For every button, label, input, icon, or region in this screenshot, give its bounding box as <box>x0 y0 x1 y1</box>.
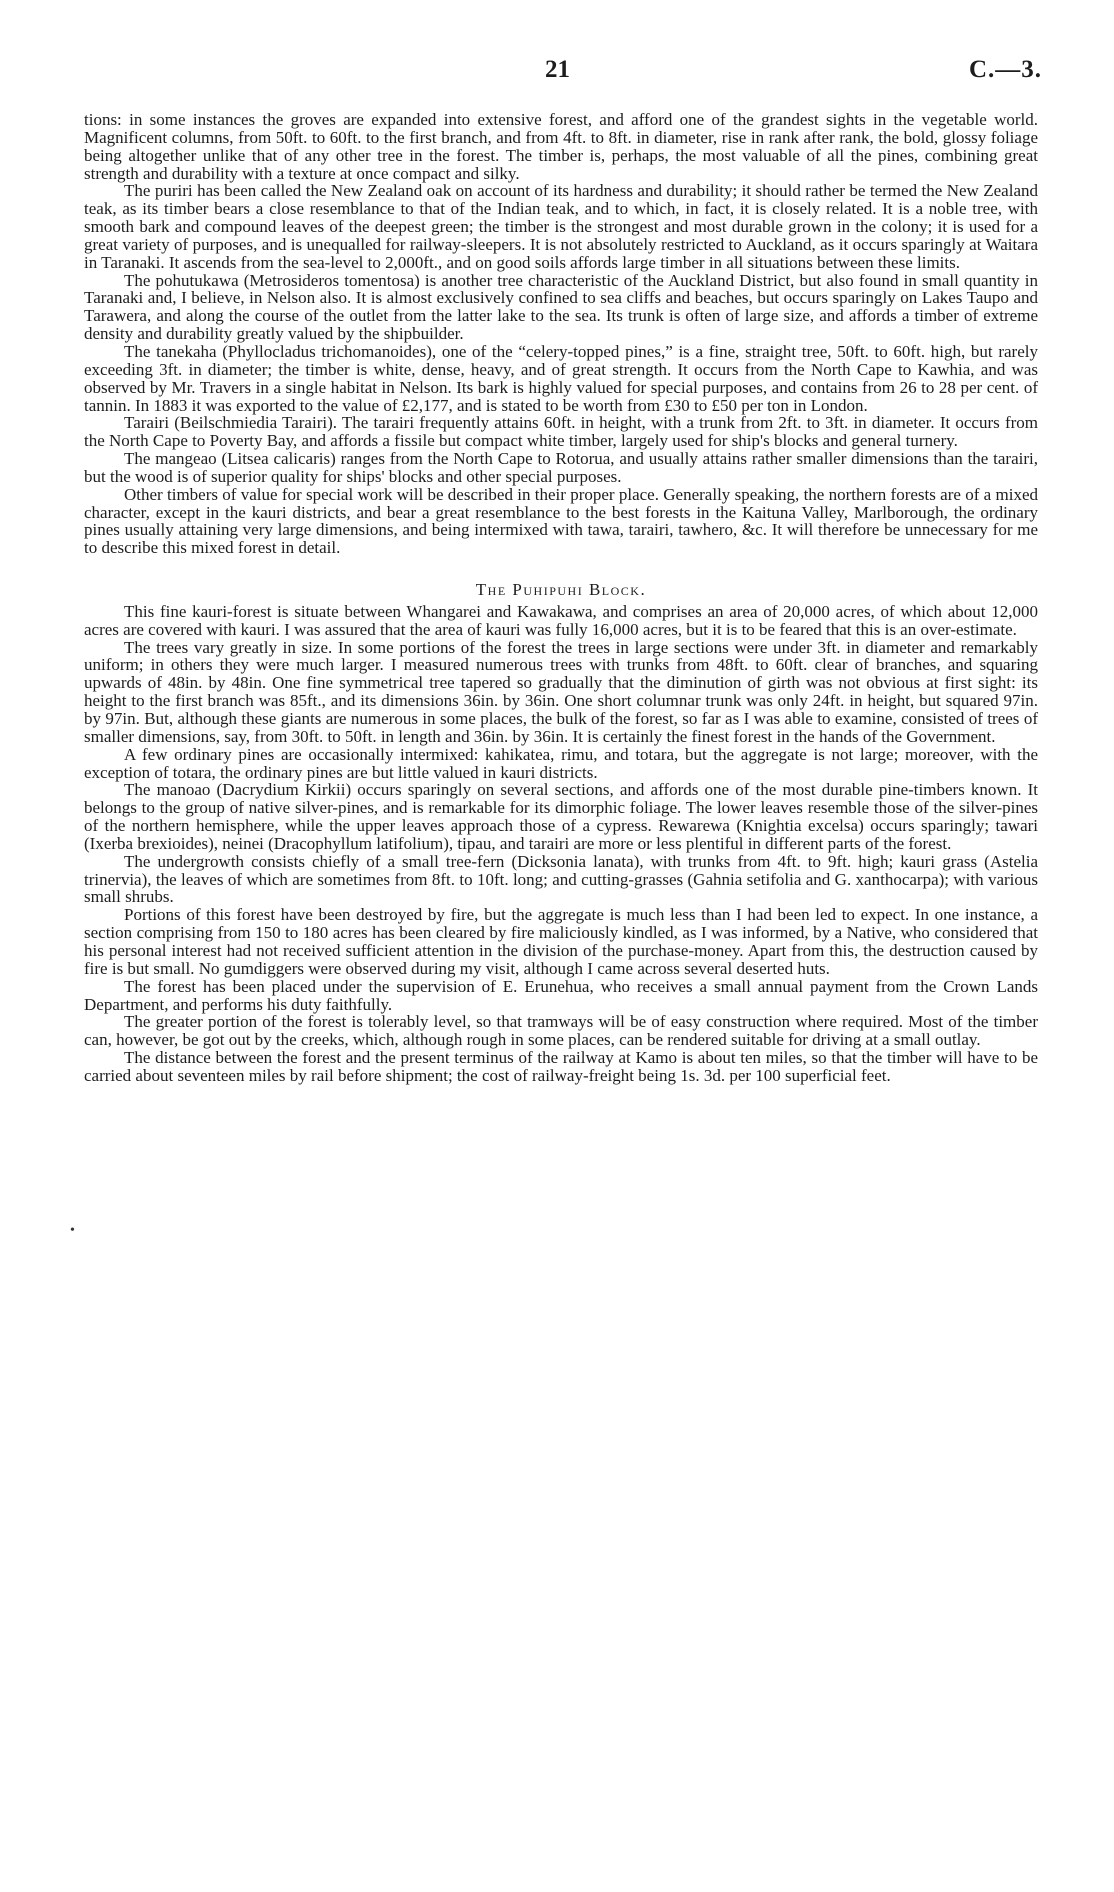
section-heading: The Puhipuhi Block. <box>475 580 647 600</box>
document-reference: C.—3. <box>968 56 1042 83</box>
paragraph: The distance between the forest and the present terminus of the railway at Kamo is about ten miles, so that the timber will have to be carried about seventeen miles by rail before shipment; the cost of railway-freight being 1s. 3d. per 100 superficial feet. <box>84 1048 1038 1085</box>
paragraph: The manoao (Dacrydium Kirkii) occurs sparingly on several sections, and affords one of the most durable pine-timbers known. It belongs to the group of native silver-pines, and is remarkable for its dimorphic foliage. The lower leaves resemble those of the silver-pines of the northern hemisphere, while the upper leaves approach those of a cypress. Rewarewa (Knightia excelsa) occurs sparingly; tawari (Ixerba brexioides), neinei (Dracophyllum latifolium), tipau, and tarairi are more or less plentiful in different parts of the forest. <box>84 780 1038 853</box>
paragraph: The mangeao (Litsea calicaris) ranges from the North Cape to Rotorua, and usually attains rather smaller dimensions than the tarairi, but the wood is of superior quality for ships' blocks and other special purposes. <box>84 449 1038 486</box>
page-number: 21 <box>545 56 570 83</box>
paragraph: The tanekaha (Phyllocladus trichomanoides), one of the “celery-topped pines,” is a fine, straight tree, 50ft. to 60ft. high, but rarely exceeding 3ft. in diameter; the timber is white, dense, heavy, and of great strength. It occurs from the North Cape to Kawhia, and was observed by Mr. Travers in a single habitat in Nelson. Its bark is highly valued for special purposes, and contains from 26 to 28 per cent. of tannin. In 1883 it was exported to the value of £2,177, and is stated to be worth from £30 to £50 per ton in London. <box>84 341 1038 415</box>
paragraph: tions: in some instances the groves are expanded into extensive forest, and afford one of the grandest sights in the vegetable world. Magnificent columns, from 50ft. to 60ft. to the first branch, and from 4ft. to 8ft. in diameter, rise in rank after rank, the bold, glossy foliage being altogether unlike that of any other tree in the forest. The timber is, perhaps, the most valuable of all the pines, combining great strength and durability with a texture at once compact and silky. <box>84 110 1038 183</box>
paragraph: Other timbers of value for special work will be described in their proper place. Generally speaking, the northern forests are of a mixed character, except in the kauri districts, and bear a great resemblance to the best forests in the Kaituna Valley, Marlborough, the ordinary pines usually attaining very large dimensions, and being intermixed with tawa, tarairi, tawhero, &c. It will therefore be unnecessary for me to describe this mixed forest in detail. <box>84 484 1038 558</box>
paragraph: The forest has been placed under the supervision of E. Erunehua, who receives a small annual payment from the Crown Lands Department, and performs his duty faithfully. <box>84 976 1038 1014</box>
margin-dot-mark: • <box>70 1223 75 1238</box>
paragraph: This fine kauri-forest is situate between Whangarei and Kawakawa, and comprises an area of 20,000 acres, of which about 12,000 acres are covered with kauri. I was assured that the area of kauri was fully 16,000 acres, but it is to be feared that this is an over-estimate. <box>84 601 1038 639</box>
paragraph: Portions of this forest have been destroyed by fire, but the aggregate is much less than I had been led to expect. In one instance, a section comprising from 150 to 180 acres has been cleared by fire maliciously kindled, as I was informed, by a Native, who considered that his personal interest had not received sufficient attention in the division of the purchase-money. Apart from this, the destruction caused by fire is but small. No gumdiggers were observed during my visit, although I came across several deserted huts. <box>84 905 1038 978</box>
paragraph: The undergrowth consists chiefly of a small tree-fern (Dicksonia lanata), with trunks from 4ft. to 9ft. high; kauri grass (Astelia trinervia), the leaves of which are sometimes from 8ft. to 10ft. long; and cutting-grasses (Gahnia setifolia and G. xanthocarpa); with various small shrubs. <box>84 851 1038 907</box>
paragraph: Tarairi (Beilschmiedia Tarairi). The tarairi frequently attains 60ft. in height, with a trunk from 2ft. to 3ft. in diameter. It occurs from the North Cape to Poverty Bay, and affords a fissile but compact white timber, largely used for ship's blocks and general turnery. <box>84 413 1038 451</box>
paragraph: The pohutukawa (Metrosideros tomentosa) is another tree characteristic of the Auckland District, but also found in small quantity in Taranaki and, I believe, in Nelson also. It is almost exclusively confined to sea cliffs and beaches, but occurs sparingly on Lakes Taupo and Tarawera, and along the course of the outlet from the latter lake to the sea. Its trunk is often of large size, and affords a timber of extreme density and durability greatly valued by the shipbuilder. <box>84 270 1038 344</box>
paragraph: A few ordinary pines are occasionally intermixed: kahikatea, rimu, and totara, but the aggregate is not large; moreover, with the exception of totara, the ordinary pines are but little valued in kauri districts. <box>84 744 1038 782</box>
paragraph: The greater portion of the forest is tolerably level, so that tramways will be of easy construction where required. Most of the timber can, however, be got out by the creeks, which, although rough in some places, can be rendered suitable for driving at a small outlay. <box>84 1012 1038 1050</box>
paragraph: The trees vary greatly in size. In some portions of the forest the trees in large sections were under 3ft. in diameter and remarkably uniform; in others they were much larger. I measured numerous trees with trunks from 48ft. to 60ft. clear of branches, and squaring upwards of 48in. by 48in. One fine symmetrical tree tapered so gradually that the diminution of girth was not obvious at first sight: its height to the first branch was 85ft., and its dimensions 36in. by 36in. One short columnar trunk was only 24ft. in height, but squared 97in. by 97in. But, although these giants are numerous in some places, the bulk of the forest, so far as I was able to examine, consisted of trees of smaller dimensions, say, from 30ft. to 50ft. in length and 36in. by 36in. It is certainly the finest forest in the hands of the Government. <box>84 637 1038 746</box>
body-text <box>84 111 1038 1085</box>
paragraph: The puriri has been called the New Zealand oak on account of its hardness and durability; it should rather be termed the New Zealand teak, as its timber bears a close resemblance to that of the Indian teak, and to which, in fact, it is closely related. It is a noble tree, with smooth bark and compound leaves of the deepest green; the timber is the strongest and most durable grown in the colony; it is used for a great variety of purposes, and is unequalled for railway-sleepers. It is not absolutely restricted to Auckland, as it occurs sparingly at Waitara in Taranaki. It ascends from the sea-level to 2,000ft., and on good soils affords large timber in all situations between these limits. <box>84 181 1038 272</box>
running-header <box>0 56 1114 86</box>
